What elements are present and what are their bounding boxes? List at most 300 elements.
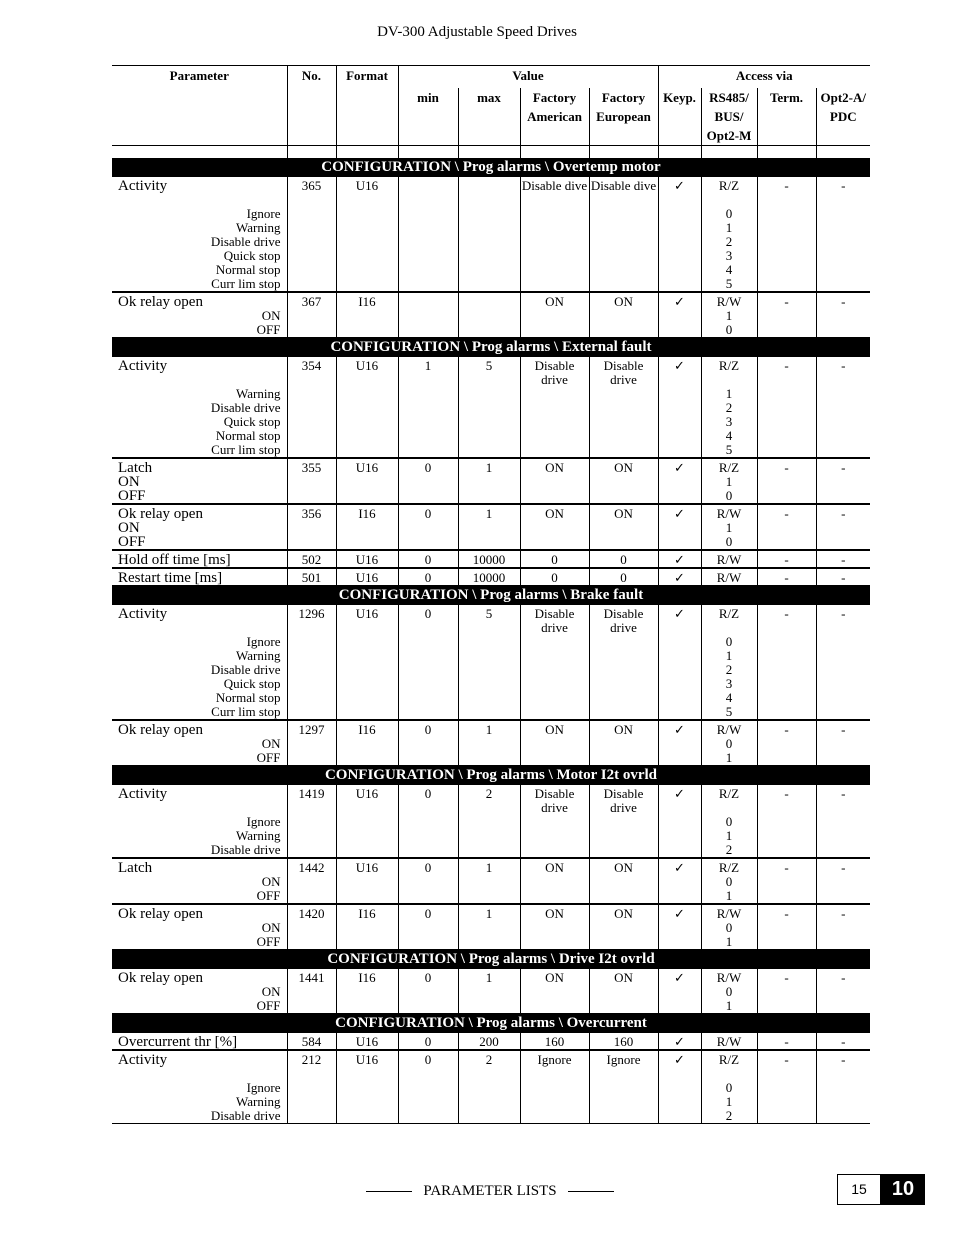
access-mode: R/Z xyxy=(718,786,740,801)
cell-format: U16 xyxy=(336,858,398,904)
cell-no: 1297 xyxy=(287,720,336,766)
cell-no: 212 xyxy=(287,1050,336,1124)
cell-min: 0 xyxy=(398,858,458,904)
cell-format: U16 xyxy=(336,177,398,292)
cell-term: - xyxy=(757,605,816,720)
cell-fe: ON xyxy=(589,458,658,504)
cell-min: 0 xyxy=(398,605,458,720)
cell-keyp: ✓ xyxy=(658,785,701,858)
cell-format: I16 xyxy=(336,904,398,950)
cell-keyp: ✓ xyxy=(658,1050,701,1124)
option-label: ON xyxy=(118,520,140,536)
cell-min: 0 xyxy=(398,904,458,950)
cell-access xyxy=(701,605,757,720)
cell-opt2: - xyxy=(816,357,870,458)
cell-fe: Disable dive xyxy=(589,177,658,292)
cell-keyp: ✓ xyxy=(658,550,701,568)
access-mode: R/W xyxy=(716,970,742,985)
table-row xyxy=(112,969,870,1014)
option-label: ON xyxy=(261,874,281,889)
cell-no: 501 xyxy=(287,568,336,586)
cell-max: 1 xyxy=(458,458,520,504)
cell-fa: ON xyxy=(520,969,589,1014)
access-code: 4 xyxy=(725,428,733,443)
cell-fe: 0 xyxy=(589,568,658,586)
parameter-name: Ok relay open xyxy=(118,506,203,522)
cell-term: - xyxy=(757,504,816,550)
option-label: Disable drive xyxy=(210,842,281,857)
access-code: 2 xyxy=(725,842,733,857)
cell-opt2: - xyxy=(816,458,870,504)
cell-no: 584 xyxy=(287,1033,336,1050)
section-header xyxy=(112,586,870,606)
access-code: 1 xyxy=(725,220,733,235)
cell-fa: Disable dive xyxy=(520,177,589,292)
cell-format: U16 xyxy=(336,785,398,858)
access-mode: R/Z xyxy=(718,358,740,373)
cell-access xyxy=(701,357,757,458)
access-code: 2 xyxy=(725,662,733,677)
section-title: CONFIGURATION \ Prog alarms \ External fault xyxy=(112,338,870,358)
cell-keyp: ✓ xyxy=(658,605,701,720)
cell-max: 10000 xyxy=(458,568,520,586)
option-label: Disable drive xyxy=(210,400,281,415)
cell-max xyxy=(458,292,520,338)
cell-parameter xyxy=(112,504,287,550)
section-header xyxy=(112,338,870,358)
option-label: Warning xyxy=(236,220,281,235)
footer-rule-right xyxy=(568,1191,614,1192)
cell-max: 5 xyxy=(458,605,520,720)
access-code: 1 xyxy=(725,520,733,535)
table-row xyxy=(112,177,870,292)
section-title: CONFIGURATION \ Prog alarms \ Overcurrent xyxy=(112,1014,870,1034)
cell-keyp: ✓ xyxy=(658,458,701,504)
cell-fa: ON xyxy=(520,458,589,504)
access-code: 0 xyxy=(725,534,733,549)
option-label: ON xyxy=(261,308,281,323)
cell-min: 0 xyxy=(398,1050,458,1124)
parameter-name: Activity xyxy=(118,1052,168,1068)
cell-term: - xyxy=(757,1050,816,1124)
cell-term: - xyxy=(757,568,816,586)
option-label: Quick stop xyxy=(223,676,281,691)
cell-min: 0 xyxy=(398,1033,458,1050)
cell-access xyxy=(701,858,757,904)
cell-keyp: ✓ xyxy=(658,568,701,586)
parameter-name: Activity xyxy=(118,786,168,802)
cell-no: 354 xyxy=(287,357,336,458)
cell-term: - xyxy=(757,720,816,766)
col-rs485: RS485/ BUS/ Opt2-M xyxy=(701,88,757,146)
parameter-name: Activity xyxy=(118,178,168,194)
cell-opt2: - xyxy=(816,720,870,766)
cell-parameter xyxy=(112,458,287,504)
cell-keyp: ✓ xyxy=(658,292,701,338)
cell-no: 1296 xyxy=(287,605,336,720)
col-max: max xyxy=(458,88,520,146)
table-row xyxy=(112,1033,870,1050)
access-mode: R/W xyxy=(716,294,742,309)
section-header xyxy=(112,158,870,177)
parameter-name: Latch xyxy=(118,860,153,876)
parameter-name: Activity xyxy=(118,606,168,622)
cell-parameter xyxy=(112,720,287,766)
cell-format: U16 xyxy=(336,458,398,504)
cell-max: 1 xyxy=(458,720,520,766)
cell-fa: ON xyxy=(520,504,589,550)
table-row xyxy=(112,357,870,458)
access-mode: R/Z xyxy=(718,460,740,475)
col-factory-european: Factory European xyxy=(589,88,658,146)
parameter-name: Ok relay open xyxy=(118,970,203,986)
cell-fa: Ignore xyxy=(520,1050,589,1124)
cell-max: 200 xyxy=(458,1033,520,1050)
col-opt2: Opt2-A/ PDC xyxy=(816,88,870,146)
cell-parameter xyxy=(112,904,287,950)
cell-max: 1 xyxy=(458,858,520,904)
parameter-name: Ok relay open xyxy=(118,906,203,922)
cell-max: 1 xyxy=(458,904,520,950)
cell-fe: ON xyxy=(589,720,658,766)
access-code: 0 xyxy=(725,634,733,649)
col-no: No. xyxy=(287,66,336,146)
option-label: OFF xyxy=(256,322,281,337)
cell-min: 0 xyxy=(398,568,458,586)
access-mode: R/Z xyxy=(718,606,740,621)
option-label: Ignore xyxy=(246,206,281,221)
option-label: Warning xyxy=(236,648,281,663)
parameter-name: Activity xyxy=(118,358,168,374)
cell-no: 502 xyxy=(287,550,336,568)
cell-min: 0 xyxy=(398,504,458,550)
cell-parameter xyxy=(112,785,287,858)
cell-access xyxy=(701,177,757,292)
cell-keyp: ✓ xyxy=(658,357,701,458)
cell-keyp: ✓ xyxy=(658,177,701,292)
access-mode: R/Z xyxy=(718,178,740,193)
cell-parameter xyxy=(112,605,287,720)
access-code: 1 xyxy=(725,998,733,1013)
table-row xyxy=(112,1050,870,1124)
access-code: 0 xyxy=(725,488,733,503)
access-mode: R/Z xyxy=(718,1052,740,1067)
cell-max: 2 xyxy=(458,1050,520,1124)
chapter-tab: 10 xyxy=(881,1174,925,1205)
option-label: Normal stop xyxy=(215,262,281,277)
parameter-name: Overcurrent thr [%] xyxy=(118,1034,238,1050)
section-header xyxy=(112,950,870,970)
cell-no: 1442 xyxy=(287,858,336,904)
parameter-name: Ok relay open xyxy=(118,294,203,310)
cell-no: 1419 xyxy=(287,785,336,858)
cell-keyp: ✓ xyxy=(658,1033,701,1050)
cell-fa: ON xyxy=(520,720,589,766)
section-title: CONFIGURATION \ Prog alarms \ Drive I2t ovrld xyxy=(112,950,870,970)
option-label: Ignore xyxy=(246,814,281,829)
cell-parameter xyxy=(112,568,287,586)
cell-access xyxy=(701,785,757,858)
cell-access xyxy=(701,904,757,950)
access-code: 4 xyxy=(725,262,733,277)
cell-fa: 0 xyxy=(520,568,589,586)
table-row xyxy=(112,720,870,766)
cell-parameter xyxy=(112,1033,287,1050)
access-mode: R/W xyxy=(716,722,742,737)
access-mode: R/Z xyxy=(718,860,740,875)
cell-opt2: - xyxy=(816,177,870,292)
cell-access xyxy=(701,550,757,568)
access-code: 5 xyxy=(725,442,733,457)
cell-parameter xyxy=(112,292,287,338)
cell-format: I16 xyxy=(336,292,398,338)
parameter-name: Latch xyxy=(118,460,153,476)
cell-max xyxy=(458,177,520,292)
cell-term: - xyxy=(757,458,816,504)
option-label: OFF xyxy=(256,888,281,903)
cell-keyp: ✓ xyxy=(658,504,701,550)
cell-max: 10000 xyxy=(458,550,520,568)
access-code: 1 xyxy=(725,828,733,843)
table-row xyxy=(112,605,870,720)
cell-fe: 0 xyxy=(589,550,658,568)
option-label: ON xyxy=(118,474,140,490)
access-code: 0 xyxy=(725,736,733,751)
option-label: OFF xyxy=(118,534,146,550)
option-label: Quick stop xyxy=(223,414,281,429)
access-code: 3 xyxy=(725,248,733,263)
cell-term: - xyxy=(757,858,816,904)
cell-opt2: - xyxy=(816,568,870,586)
table-body xyxy=(112,158,870,1124)
cell-term: - xyxy=(757,550,816,568)
access-code: 2 xyxy=(725,400,733,415)
col-parameter: Parameter xyxy=(169,68,229,83)
cell-format: U16 xyxy=(336,1050,398,1124)
cell-format: I16 xyxy=(336,969,398,1014)
access-code: 3 xyxy=(725,414,733,429)
option-label: Ignore xyxy=(246,634,281,649)
cell-term: - xyxy=(757,969,816,1014)
page-footer xyxy=(366,1183,614,1200)
access-code: 5 xyxy=(725,704,733,719)
cell-max: 2 xyxy=(458,785,520,858)
cell-fa: Disable drive xyxy=(520,605,589,720)
cell-opt2: - xyxy=(816,1033,870,1050)
cell-access xyxy=(701,292,757,338)
cell-opt2: - xyxy=(816,504,870,550)
cell-min xyxy=(398,292,458,338)
footer-label: PARAMETER LISTS xyxy=(423,1183,557,1199)
cell-fa: ON xyxy=(520,858,589,904)
section-title: CONFIGURATION \ Prog alarms \ Brake fault xyxy=(112,586,870,606)
col-format: Format xyxy=(336,66,398,146)
option-label: OFF xyxy=(256,750,281,765)
cell-opt2: - xyxy=(816,550,870,568)
cell-access xyxy=(701,720,757,766)
cell-max: 1 xyxy=(458,504,520,550)
cell-no: 367 xyxy=(287,292,336,338)
access-mode: R/W xyxy=(716,506,742,521)
cell-access xyxy=(701,969,757,1014)
cell-parameter xyxy=(112,550,287,568)
access-code: 1 xyxy=(725,888,733,903)
option-label: Normal stop xyxy=(215,690,281,705)
access-code: 0 xyxy=(725,1080,733,1095)
option-label: Curr lim stop xyxy=(211,442,281,457)
cell-format: I16 xyxy=(336,504,398,550)
access-code: 0 xyxy=(725,322,733,337)
cell-access xyxy=(701,1033,757,1050)
cell-format: U16 xyxy=(336,1033,398,1050)
access-code: 1 xyxy=(725,934,733,949)
cell-fa: ON xyxy=(520,904,589,950)
cell-keyp: ✓ xyxy=(658,858,701,904)
cell-opt2: - xyxy=(816,858,870,904)
cell-keyp: ✓ xyxy=(658,904,701,950)
cell-min: 0 xyxy=(398,550,458,568)
cell-fa: 0 xyxy=(520,550,589,568)
table-row xyxy=(112,568,870,586)
cell-access xyxy=(701,1050,757,1124)
cell-term: - xyxy=(757,292,816,338)
cell-fa: 160 xyxy=(520,1033,589,1050)
table-row xyxy=(112,858,870,904)
option-label: ON xyxy=(261,984,281,999)
cell-format: U16 xyxy=(336,568,398,586)
cell-term: - xyxy=(757,1033,816,1050)
cell-fe: ON xyxy=(589,292,658,338)
option-label: Warning xyxy=(236,828,281,843)
cell-max: 5 xyxy=(458,357,520,458)
cell-parameter xyxy=(112,1050,287,1124)
cell-opt2: - xyxy=(816,969,870,1014)
cell-fa: Disable drive xyxy=(520,357,589,458)
cell-fe: ON xyxy=(589,969,658,1014)
parameter-name: Hold off time [ms] xyxy=(118,552,231,568)
col-group-value: Value xyxy=(398,66,658,89)
cell-min: 0 xyxy=(398,969,458,1014)
access-code: 1 xyxy=(725,474,733,489)
cell-term: - xyxy=(757,904,816,950)
option-label: Disable drive xyxy=(210,662,281,677)
col-factory-american: Factory American xyxy=(520,88,589,146)
cell-min: 0 xyxy=(398,785,458,858)
access-code: 1 xyxy=(725,386,733,401)
parameter-name: Ok relay open xyxy=(118,722,203,738)
cell-format: U16 xyxy=(336,357,398,458)
col-min: min xyxy=(398,88,458,146)
page-header-title: DV-300 Adjustable Speed Drives xyxy=(377,24,577,40)
table-row xyxy=(112,292,870,338)
cell-fa: Disable drive xyxy=(520,785,589,858)
cell-opt2: - xyxy=(816,785,870,858)
page-number: 15 xyxy=(837,1174,881,1205)
cell-term: - xyxy=(757,785,816,858)
option-label: OFF xyxy=(256,998,281,1013)
access-code: 1 xyxy=(725,750,733,765)
section-title: CONFIGURATION \ Prog alarms \ Overtemp motor xyxy=(112,158,870,177)
table-row xyxy=(112,904,870,950)
cell-opt2: - xyxy=(816,605,870,720)
cell-fe: ON xyxy=(589,504,658,550)
cell-no: 356 xyxy=(287,504,336,550)
col-keyp: Keyp. xyxy=(658,88,701,146)
footer-rule-left xyxy=(366,1191,412,1192)
table-header xyxy=(112,66,870,159)
parameter-name: Restart time [ms] xyxy=(118,570,223,586)
cell-format: U16 xyxy=(336,550,398,568)
option-label: ON xyxy=(261,736,281,751)
access-code: 0 xyxy=(725,206,733,221)
access-code: 1 xyxy=(725,648,733,663)
cell-max: 1 xyxy=(458,969,520,1014)
option-label: Quick stop xyxy=(223,248,281,263)
table-row xyxy=(112,550,870,568)
section-header xyxy=(112,766,870,786)
option-label: OFF xyxy=(256,934,281,949)
cell-opt2: - xyxy=(816,292,870,338)
cell-term: - xyxy=(757,357,816,458)
cell-access xyxy=(701,458,757,504)
cell-parameter xyxy=(112,357,287,458)
cell-fe: Disable drive xyxy=(589,357,658,458)
cell-fe: 160 xyxy=(589,1033,658,1050)
cell-no: 365 xyxy=(287,177,336,292)
access-code: 2 xyxy=(725,234,733,249)
table-row xyxy=(112,504,870,550)
option-label: Warning xyxy=(236,1094,281,1109)
option-label: ON xyxy=(261,920,281,935)
section-header xyxy=(112,1014,870,1034)
cell-no: 355 xyxy=(287,458,336,504)
section-title: CONFIGURATION \ Prog alarms \ Motor I2t ovrld xyxy=(112,766,870,786)
option-label: Curr lim stop xyxy=(211,276,281,291)
cell-opt2: - xyxy=(816,904,870,950)
cell-fe: Ignore xyxy=(589,1050,658,1124)
option-label: Ignore xyxy=(246,1080,281,1095)
cell-format: I16 xyxy=(336,720,398,766)
cell-fa: ON xyxy=(520,292,589,338)
cell-no: 1441 xyxy=(287,969,336,1014)
table-row xyxy=(112,785,870,858)
access-mode: R/W xyxy=(716,1034,742,1049)
access-code: 5 xyxy=(725,276,733,291)
option-label: Curr lim stop xyxy=(211,704,281,719)
cell-keyp: ✓ xyxy=(658,720,701,766)
option-label: Warning xyxy=(236,386,281,401)
access-code: 1 xyxy=(725,308,733,323)
col-group-access: Access via xyxy=(658,66,870,89)
cell-min: 0 xyxy=(398,720,458,766)
cell-min: 1 xyxy=(398,357,458,458)
cell-fe: ON xyxy=(589,904,658,950)
cell-fe: ON xyxy=(589,858,658,904)
cell-access xyxy=(701,504,757,550)
cell-opt2: - xyxy=(816,1050,870,1124)
access-code: 2 xyxy=(725,1108,733,1123)
cell-parameter xyxy=(112,177,287,292)
col-term: Term. xyxy=(757,88,816,146)
access-code: 1 xyxy=(725,1094,733,1109)
cell-term: - xyxy=(757,177,816,292)
cell-min: 0 xyxy=(398,458,458,504)
access-code: 0 xyxy=(725,814,733,829)
cell-min xyxy=(398,177,458,292)
access-code: 3 xyxy=(725,676,733,691)
access-mode: R/W xyxy=(716,906,742,921)
access-mode: R/W xyxy=(716,552,742,567)
